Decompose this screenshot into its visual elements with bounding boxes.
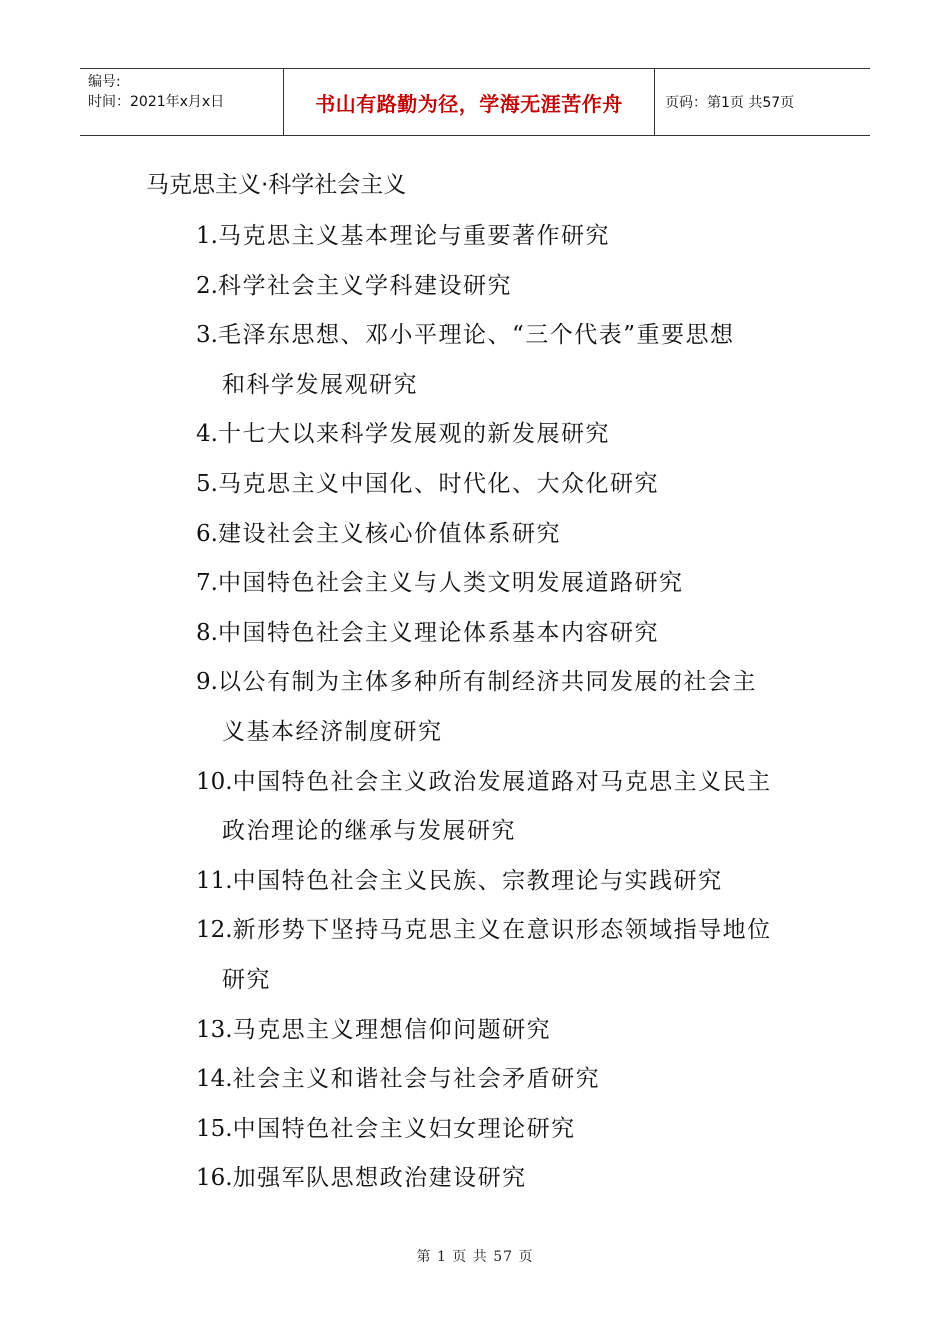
topic-item xyxy=(196,906,816,1005)
topic-first-line xyxy=(196,868,723,894)
topic-list xyxy=(196,212,816,1204)
topic-item xyxy=(196,510,816,560)
topic-first-line xyxy=(196,273,512,299)
topic-text: 科学社会主义学科建设研究 xyxy=(217,272,512,299)
topic-item xyxy=(196,410,816,460)
topic-text: 十七大以来科学发展观的新发展研究 xyxy=(217,421,610,448)
time-label: 时间：2021年x月x日 xyxy=(88,94,225,110)
topic-item xyxy=(196,1154,816,1204)
topic-item xyxy=(196,857,816,907)
header-page-info: 页码：第1页 共57页 xyxy=(665,95,795,111)
topic-item xyxy=(196,262,816,312)
topic-first-line xyxy=(196,421,610,447)
serial-number-label: 编号: xyxy=(88,74,121,90)
topic-text: 社会主义和谐社会与社会矛盾研究 xyxy=(232,1066,601,1093)
topic-text: 以公有制为主体多种所有制经济共同发展的社会主 xyxy=(217,669,757,696)
topic-first-line xyxy=(196,769,772,795)
topic-text: 新形势下坚持马克思主义在意识形态领域指导地位 xyxy=(232,917,772,944)
topic-text: 加强军队思想政治建设研究 xyxy=(232,1165,527,1192)
topic-item xyxy=(196,1055,816,1105)
topic-text: 马克思主义中国化、时代化、大众化研究 xyxy=(217,470,659,497)
topic-text-continued: 研究 xyxy=(222,966,271,993)
topic-number: 14. xyxy=(196,1066,233,1093)
topic-number: 4. xyxy=(196,421,218,448)
topic-first-line xyxy=(196,1165,527,1191)
topic-first-line xyxy=(196,1066,600,1092)
topic-text: 中国特色社会主义民族、宗教理论与实践研究 xyxy=(232,867,723,894)
page-header xyxy=(80,68,870,136)
topic-number: 5. xyxy=(196,470,218,497)
topic-number: 16. xyxy=(196,1165,233,1192)
topic-item xyxy=(196,1006,816,1056)
topic-text-continued: 义基本经济制度研究 xyxy=(222,718,443,745)
topic-number: 9. xyxy=(196,669,218,696)
topic-first-line xyxy=(196,521,561,547)
topic-first-line xyxy=(196,223,610,249)
topic-number: 6. xyxy=(196,520,218,547)
topic-number: 13. xyxy=(196,1016,233,1043)
topic-number: 8. xyxy=(196,619,218,646)
header-meta xyxy=(80,69,283,135)
topic-first-line xyxy=(196,570,683,596)
topic-text: 中国特色社会主义妇女理论研究 xyxy=(232,1115,576,1142)
topic-item xyxy=(196,311,816,410)
topic-item xyxy=(196,212,816,262)
topic-item xyxy=(196,758,816,857)
topic-first-line xyxy=(196,471,659,497)
topic-number: 11. xyxy=(196,867,233,894)
topic-item xyxy=(196,1105,816,1155)
topic-text: 建设社会主义核心价值体系研究 xyxy=(217,520,561,547)
topic-text: 毛泽东思想、邓小平理论、“三个代表”重要思想 xyxy=(217,322,735,349)
topic-number: 2. xyxy=(196,272,218,299)
topic-text: 马克思主义基本理论与重要著作研究 xyxy=(217,223,610,249)
topic-text: 中国特色社会主义理论体系基本内容研究 xyxy=(217,619,659,646)
topic-text: 中国特色社会主义与人类文明发展道路研究 xyxy=(217,570,684,597)
topic-number: 1. xyxy=(196,223,218,249)
topic-number: 15. xyxy=(196,1115,233,1142)
topic-text: 马克思主义理想信仰问题研究 xyxy=(232,1016,552,1043)
topic-first-line xyxy=(196,917,772,943)
topic-first-line xyxy=(196,1116,576,1142)
topic-number: 7. xyxy=(196,570,218,597)
section-title: 马克思主义·科学社会主义 xyxy=(146,172,407,198)
topic-item xyxy=(196,658,816,757)
topic-item xyxy=(196,609,816,659)
topic-text-continued: 政治理论的继承与发展研究 xyxy=(222,818,516,845)
topic-first-line xyxy=(196,322,734,348)
topic-first-line xyxy=(196,669,757,695)
topic-text-continued: 和科学发展观研究 xyxy=(222,371,418,398)
topic-item xyxy=(196,559,816,609)
topic-number: 12. xyxy=(196,917,233,944)
topic-first-line xyxy=(196,1017,551,1043)
topic-first-line xyxy=(196,620,659,646)
topic-number: 3. xyxy=(196,322,218,349)
topic-number: 10. xyxy=(196,768,233,795)
header-motto: 书山有路勤为径，学海无涯苦作舟 xyxy=(283,69,655,135)
topic-item xyxy=(196,460,816,510)
page-footer: 第 1 页 共 57 页 xyxy=(416,1249,534,1265)
topic-text: 中国特色社会主义政治发展道路对马克思主义民主 xyxy=(232,768,772,795)
